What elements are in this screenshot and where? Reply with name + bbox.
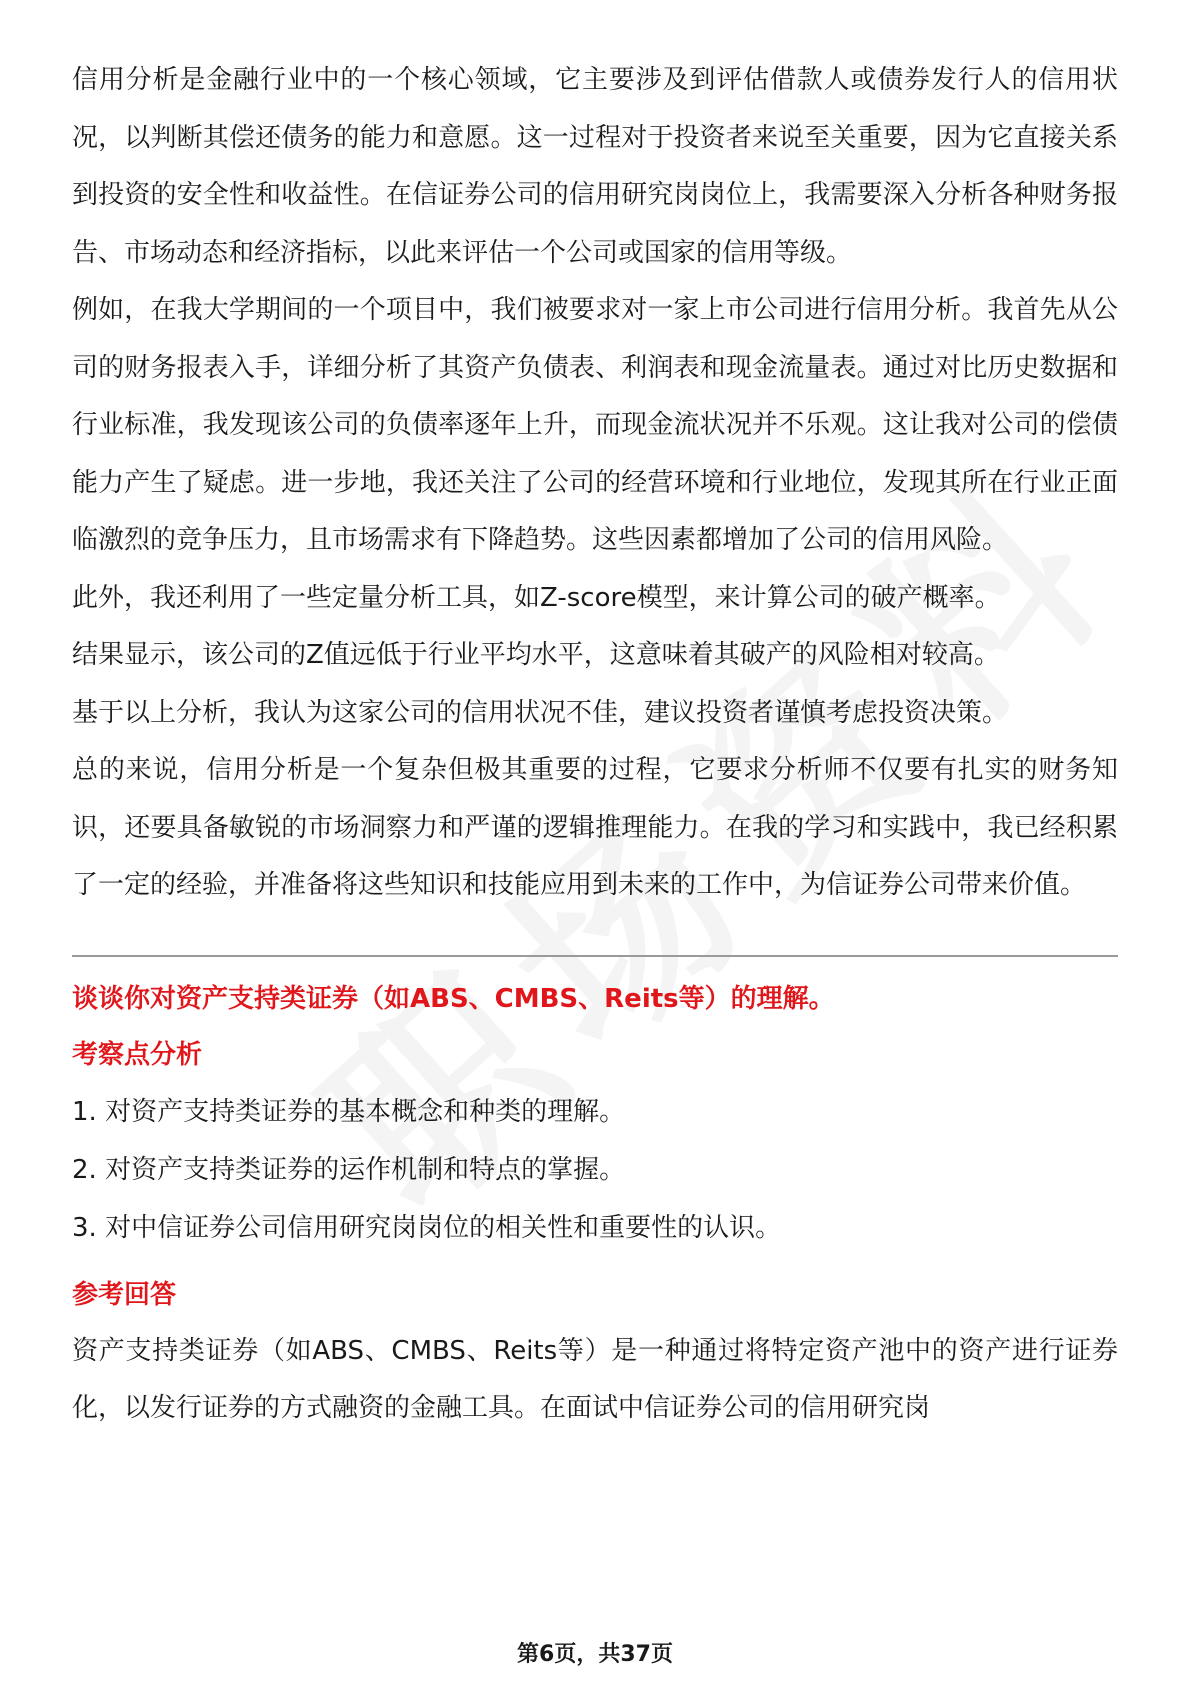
- body-paragraph-6: 总的来说，信用分析是一个复杂但极其重要的过程，它要求分析师不仅要有扎实的财务知识，还要具备敏锐的市场洞察力和严谨的逻辑推理能力。在我的学习和实践中，我已经积累了一定的经验，并准备将这些知识和技能应用到未来的工作中，为信证券公司带来价值。: [72, 755, 1118, 900]
- body-paragraph-2: 例如，在我大学期间的一个项目中，我们被要求对一家上市公司进行信用分析。我首先从公司的财务报表入手，详细分析了其资产负债表、利润表和现金流量表。通过对比历史数据和行业标准，我发现该公司的负债率逐年上升，而现金流状况并不乐观。这让我对公司的偿债能力产生了疑虑。进一步地，我还关注了公司的经营环境和行业地位，发现其所在行业正面临激烈的竞争压力，且市场需求有下降趋势。这些因素都增加了公司的信用风险。: [72, 295, 1118, 555]
- question-title: 谈谈你对资产支持类证券（如ABS、CMBS、Reits等）的理解。: [72, 983, 835, 1014]
- spacer: [72, 1257, 1118, 1267]
- body-paragraph-4: 结果显示，该公司的Z值远低于行业平均水平，这意味着其破产的风险相对较高。: [72, 640, 1000, 670]
- section-divider: [72, 955, 1118, 957]
- answer-heading: 参考回答: [72, 1279, 177, 1310]
- analysis-point-3: 3. 对中信证券公司信用研究岗岗位的相关性和重要性的认识。: [72, 1212, 782, 1243]
- analysis-point-2: 2. 对资产支持类证券的运作机制和特点的掌握。: [72, 1154, 626, 1185]
- analysis-point-1: 1. 对资产支持类证券的基本概念和种类的理解。: [72, 1096, 626, 1127]
- body-paragraph-5: 基于以上分析，我认为这家公司的信用状况不佳，建议投资者谨慎考虑投资决策。: [72, 697, 1009, 728]
- body-paragraph-3: 此外，我还利用了一些定量分析工具，如Z-score模型，来计算公司的破产概率。: [72, 582, 1001, 613]
- document-page: [72, 52, 1118, 1438]
- analysis-heading: 考察点分析: [72, 1039, 203, 1070]
- page-number: 第6页，共37页: [517, 1642, 673, 1667]
- answer-paragraph: 资产支持类证券（如ABS、CMBS、Reits等）是一种通过将特定资产池中的资产进行证券化，以发行证券的方式融资的金融工具。在面试中信证券公司的信用研究岗: [72, 1335, 1118, 1423]
- body-paragraph-1: 信用分析是金融行业中的一个核心领域，它主要涉及到评估借款人或债券发行人的信用状况，以判断其偿还债务的能力和意愿。这一过程对于投资者来说至关重要，因为它直接关系到投资的安全性和收益性。在信证券公司的信用研究岗岗位上，我需要深入分析各种财务报告、市场动态和经济指标，以此来评估一个公司或国家的信用等级。: [72, 65, 1118, 268]
